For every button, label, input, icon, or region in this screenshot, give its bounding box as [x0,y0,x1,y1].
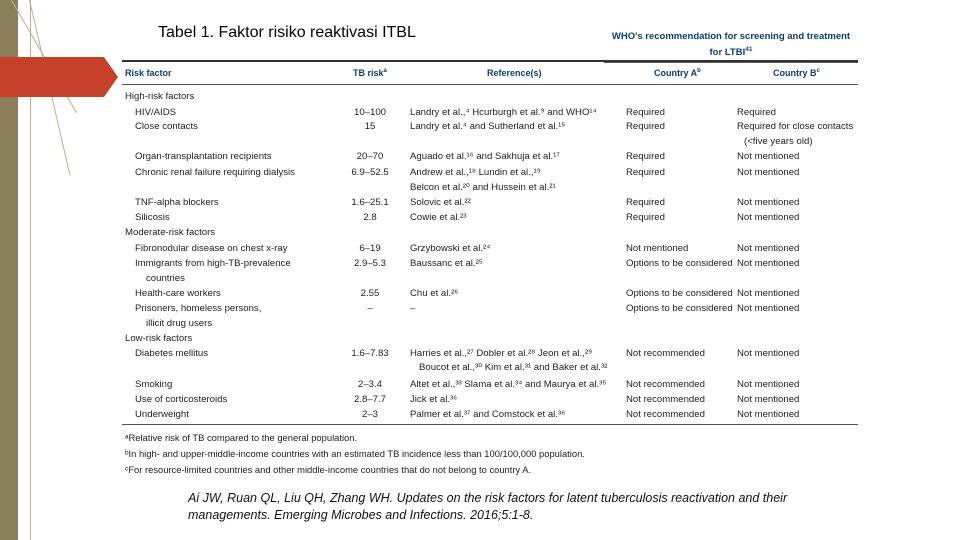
country-b-cell: Not mentioned [737,197,800,208]
country-b-cell: Not mentioned [737,212,800,223]
country-a-cell: Not mentioned [626,243,689,254]
risk-factor-cell: Diabetes mellitus [135,348,209,359]
risk-factor-cell: Close contacts [135,121,198,132]
reference-cell: Palmer et al.³⁷ and Comstock et al.³⁸ [410,409,566,420]
reference-cell: Cowie et al.²³ [410,212,467,223]
tb-risk-cell: 2.9–5.3 [353,258,386,269]
risk-factor-cell: HIV/AIDS [135,107,177,118]
risk-factor-cell: Use of corticosteroids [135,394,228,405]
reference-cell: Belcon et al.²⁰ and Hussein et al.²¹ [410,182,556,193]
country-b-cell: Not mentioned [737,167,800,178]
who-header-text: WHO's recommendation for screening and treatment for LTBI [611,31,851,59]
country-a-cell: Options to be considered [626,303,733,314]
reference-cell: Landry et al.⁴ and Sutherland et al.¹⁵ [410,121,566,132]
country-a-cell: Options to be considered [626,288,733,299]
tb-risk-cell: 6–19 [359,243,381,254]
citation-text: Ai JW, Ruan QL, Liu QH, Zhang WH. Updates on the risk factors for latent tuberculosis reactivation and their managements. Emerging Microbes and Infections. 2016;5:1-8. [188,491,788,522]
risk-factor-cell: Immigrants from high-TB-prevalence [135,258,291,269]
country-a-cell: Not recommended [626,348,705,359]
country-b-cell: Not mentioned [737,379,800,390]
risk-factor-cell: Health-care workers [135,288,221,299]
country-a-cell: Not recommended [626,394,705,405]
country-b-cell: Not mentioned [737,409,800,420]
tb-risk-cell: 2.8 [363,212,377,223]
col-header-country-a: Country $A^b$ [654,68,701,78]
risk-factor-cell: Fibronodular disease on chest x-ray [135,243,288,254]
reference-cell: Grzybowski et al.²⁴ [410,243,491,254]
reference-cell: Aguado et al.¹⁶ and Sakhuja et al.¹⁷ [410,151,560,162]
risk-factor-cell: Chronic renal failure requiring dialysis [135,167,295,178]
reference-cell: Solovic et al.²² [410,197,471,208]
reference-cell: Baussanc et al.²⁵ [410,258,483,269]
country-b-cell: Not mentioned [737,348,800,359]
tb-risk-cell: 20–70 [356,151,384,162]
header-bottom-rule [122,84,858,85]
risk-factor-cell: Silicosis [135,212,170,223]
risk-factor-cell: Underweight [135,409,189,420]
country-a-cell: Not recommended [626,379,705,390]
risk-factor-cell: illicit drug users [146,318,213,329]
reference-cell: Landry et al.,⁴ Hcurburgh et al.⁹ and WHO¹⁴ [410,107,597,118]
reference-cell: Altet et al.,³³ Slama et al.³⁴ and Maurya et al.³⁵ [410,379,607,390]
red-arrow-shape [0,57,118,97]
country-b-cell: Not mentioned [737,303,800,314]
risk-factor-cell: countries [146,273,185,284]
tb-risk-cell: 1.6–25.1 [351,197,389,208]
country-a-cell: Required [626,212,665,223]
reference-cell: Jick et al.³⁶ [410,394,458,405]
tb-risk-cell: 2.55 [360,288,380,299]
tb-risk-cell: 2–3.4 [357,379,382,390]
country-b-cell: Not mentioned [737,151,800,162]
section-heading: Low-risk factors [125,333,193,344]
country-a-cell: Required [626,121,665,132]
country-a-cell: Required [626,197,665,208]
country-b-cell: Required [737,107,776,118]
country-b-cell: Required for close contacts [737,121,854,132]
reference-cell: – [410,303,416,314]
tb-risk-cell: 1.6–7.83 [351,348,389,359]
country-a-cell: Options to be considered [626,258,733,269]
risk-factor-cell: Smoking [135,379,173,390]
tb-risk-cell: 6.9–52.5 [351,167,389,178]
country-b-cell: Not mentioned [737,258,800,269]
tb-risk-cell: 10–100 [353,107,386,118]
section-heading: Moderate-risk factors [125,227,216,238]
table-top-rule [122,60,858,62]
section-heading: High-risk factors [125,91,195,102]
tb-risk-cell: 15 [364,121,376,132]
country-a-cell: Required [626,151,665,162]
table-bottom-rule [122,424,858,425]
footnote-a: ᵃRelative risk of TB compared to the general population. [125,432,358,443]
who-header-rule [604,62,858,63]
country-b-cell: Not mentioned [737,243,800,254]
risk-factor-cell: TNF-alpha blockers [135,197,219,208]
country-a-cell: Required [626,107,665,118]
col-header-references: Reference(s) [487,68,542,78]
country-a-cell: Required [626,167,665,178]
col-header-tb-risk: TB risk$^a$ [353,68,387,78]
risk-factor-cell: Prisoners, homeless persons, [135,303,262,314]
country-b-cell: Not mentioned [737,394,800,405]
reference-cell: Harries et al.,²⁷ Dobler et al.²⁸ Jeon et al.,²⁹ [410,348,593,359]
tb-risk-cell: 2.8–7.7 [353,394,386,405]
who-header-ref: 41 [745,46,753,53]
footnote-b: ᵇIn high- and upper-middle-income countries with an estimated TB incidence less than 100/100,000 population. [125,448,585,459]
country-b-cell: Not mentioned [737,288,800,299]
reference-cell: Chu et al.²⁶ [410,288,459,299]
reference-cell: Andrew et al.,¹⁸ Lundin et al.,¹⁹ [410,167,541,178]
tb-risk-cell: 2–3 [361,409,378,420]
country-b-cell: (<five years old) [744,136,813,147]
tb-risk-cell: – [367,303,373,314]
country-a-cell: Not recommended [626,409,705,420]
col-header-country-b: Country $B^c$ [773,68,820,78]
risk-factor-cell: Organ-transplantation recipients [135,151,272,162]
footnote-c: ᶜFor resource-limited countries and other middle-income countries that do not belong to country A. [125,464,532,475]
slide-title: Tabel 1. Faktor risiko reaktivasi ITBL [158,24,416,41]
col-header-risk-factor: Risk factor [125,68,172,78]
who-recommendation-header [606,30,856,59]
reference-cell: Boucot et al.,³⁰ Kim et al.³¹ and Baker et al.³² [419,362,608,373]
